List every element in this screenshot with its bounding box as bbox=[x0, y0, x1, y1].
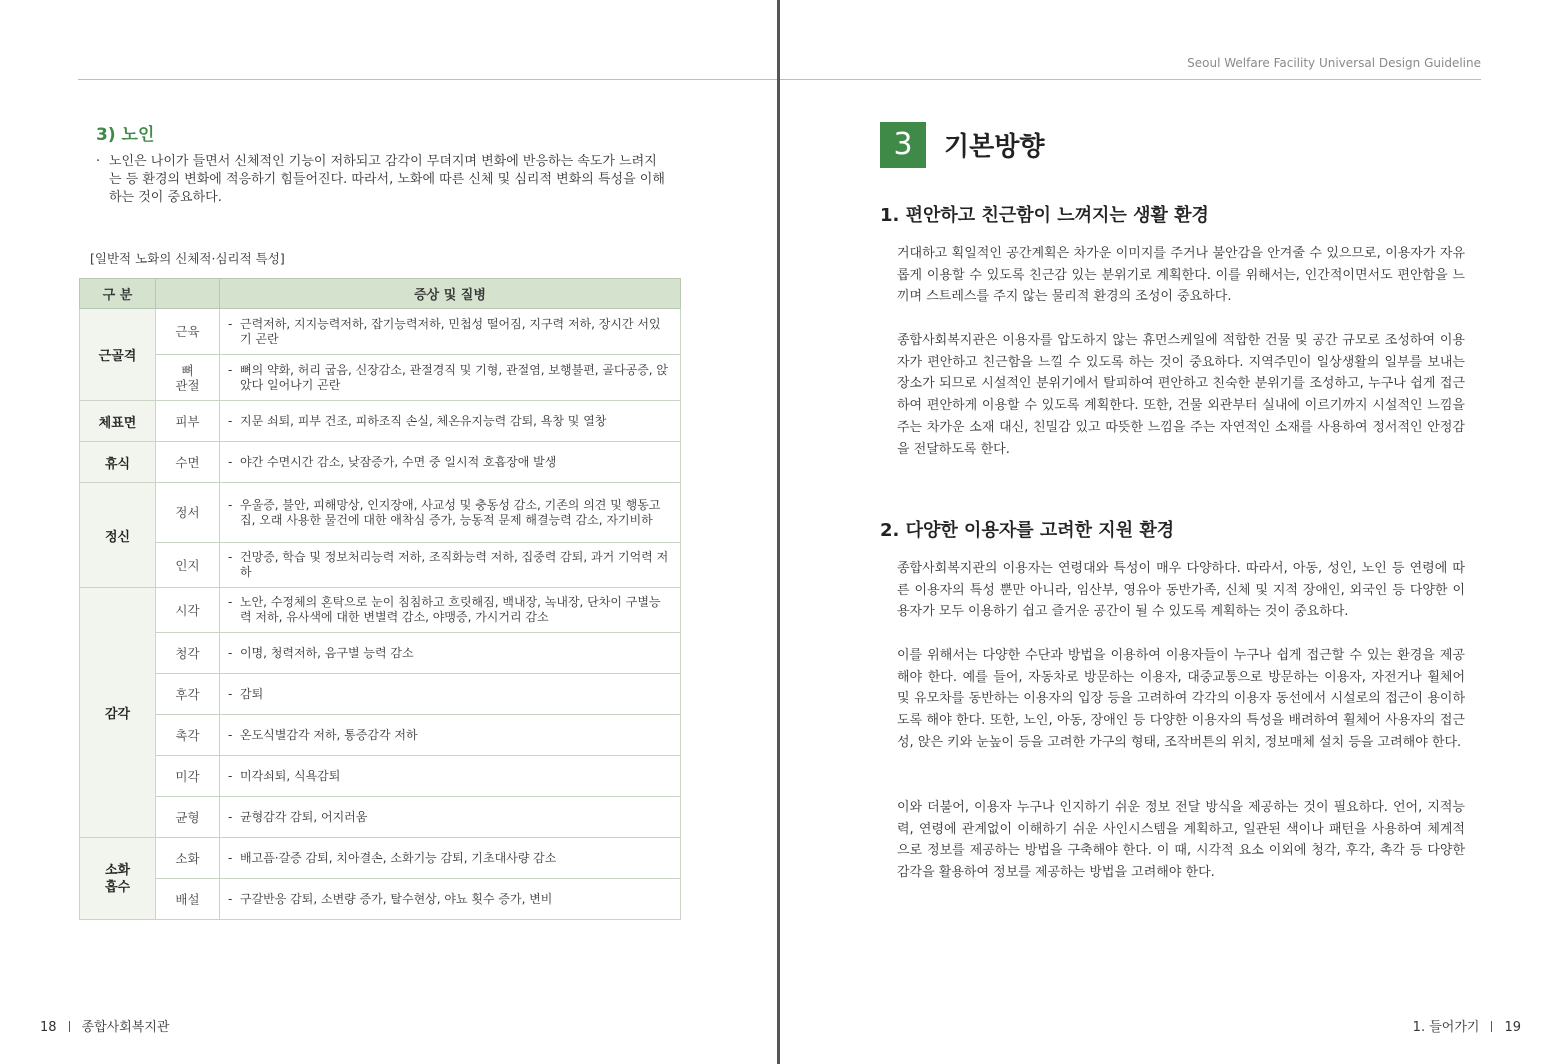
symptom-text: - 감퇴 bbox=[228, 687, 670, 702]
subcategory-cell: 미각 bbox=[156, 756, 220, 797]
subcategory-cell bbox=[156, 355, 220, 401]
symptom-text: - 온도식별감각 저하, 통증감각 저하 bbox=[228, 728, 670, 743]
header-rule-left bbox=[78, 79, 777, 80]
folio-title-right: 1. 들어가기 bbox=[1412, 1020, 1480, 1035]
header-rule-right bbox=[780, 79, 1481, 80]
body-paragraph: 거대하고 획일적인 공간계획은 차가운 이미지를 주거나 불안감을 안겨줄 수 있으므로, 이용자가 자유롭게 이용할 수 있도록 친근감 있는 분위기로 계획한다. 이를 위해서는, 인간적이면서도 편안함을 느끼며 스트레스를 주지 않는 물리적 환경의 조성이 중요하다. bbox=[897, 246, 1465, 305]
subcategory-cell: 수면 bbox=[156, 442, 220, 483]
folio-left bbox=[40, 1016, 169, 1035]
folio-divider bbox=[69, 1021, 70, 1032]
table-row bbox=[80, 838, 681, 879]
table-row bbox=[80, 442, 681, 483]
category-cell: 휴식 bbox=[80, 442, 156, 483]
table-header-row bbox=[80, 279, 681, 309]
symptom-text: - 이명, 청력저하, 음구별 능력 감소 bbox=[228, 646, 670, 661]
intro-text: 노인은 나이가 들면서 신체적인 기능이 저하되고 감각이 무뎌지며 변화에 반응하는 속도가 느려지는 등 환경의 변화에 적응하기 힘들어진다. 따라서, 노화에 따른 신체 및 심리적 변화의 특성을 이해하는 것이 중요하다. bbox=[109, 154, 665, 205]
subsection-heading: 1. 편안하고 친근함이 느껴지는 생활 환경 bbox=[880, 205, 1209, 226]
intro-paragraph bbox=[96, 153, 668, 207]
folio-right bbox=[1413, 1016, 1521, 1035]
subcategory-cell: 청각 bbox=[156, 633, 220, 674]
table-row bbox=[80, 483, 681, 543]
table-row bbox=[80, 879, 681, 920]
symptom-cell bbox=[220, 588, 681, 633]
subcategory-cell: 후각 bbox=[156, 674, 220, 715]
header-category: 구 분 bbox=[80, 279, 156, 309]
table-row bbox=[80, 797, 681, 838]
symptom-text: - 건망증, 학습 및 정보처리능력 저하, 조직화능력 저하, 집중력 감퇴, 과거 기억력 저하 bbox=[228, 550, 670, 580]
symptom-text: - 야간 수면시간 감소, 낮잠증가, 수면 중 일시적 호흡장애 발생 bbox=[228, 455, 670, 470]
table-row bbox=[80, 715, 681, 756]
folio-title-left: 종합사회복지관 bbox=[81, 1020, 170, 1035]
subcategory-cell: 인지 bbox=[156, 543, 220, 588]
aging-characteristics-table bbox=[79, 278, 681, 920]
subcategory-cell: 소화 bbox=[156, 838, 220, 879]
symptom-text: - 우울증, 불안, 피해망상, 인지장애, 사교성 및 충동성 감소, 기존의 의견 및 행동고집, 오래 사용한 물건에 대한 애착심 증가, 능동적 문제 해결능력 감소, 자기비하 bbox=[228, 498, 670, 528]
body-paragraph: 종합사회복지관은 이용자를 압도하지 않는 휴먼스케일에 적합한 건물 및 공간 규모로 조성하여 이용자가 편안하고 친근함을 느낄 수 있도록 하는 것이 중요하다. 지역주민이 일상생활의 일부를 보내는 장소가 되므로 시설적인 분위기에서 탈피하여 편안하고 친숙한 분위기를 조성하고, 누구나 쉽게 접근하여 편안하게 이용할 수 있도록 계획한다. 또한, 건물 외관부터 실내에 이르기까지 시설적인 느낌을 주는 차가운 소재 대신, 친밀감 있고 따뜻한 느낌을 주는 자연적인 소재를 사용하여 정서적인 안정감을 전달하도록 한다. bbox=[897, 333, 1465, 457]
subcategory-cell: 피부 bbox=[156, 401, 220, 442]
symptom-cell bbox=[220, 483, 681, 543]
table-caption: [일반적 노화의 신체적·심리적 특성] bbox=[90, 251, 285, 266]
symptom-text: - 근력저하, 지지능력저하, 잡기능력저하, 민첩성 떨어짐, 지구력 저하, 장시간 서있기 곤란 bbox=[228, 317, 670, 347]
table-row bbox=[80, 543, 681, 588]
running-head: Seoul Welfare Facility Universal Design Guideline bbox=[1187, 56, 1481, 70]
category-text: 소화 흡수 bbox=[104, 862, 131, 895]
symptom-text: - 배고픔·갈증 감퇴, 치아결손, 소화기능 감퇴, 기초대사량 감소 bbox=[228, 851, 670, 866]
category-cell: 체표면 bbox=[80, 401, 156, 442]
symptom-text: - 지문 쇠퇴, 피부 건조, 피하조직 손실, 체온유지능력 감퇴, 욕창 및 열창 bbox=[228, 414, 670, 429]
page-number-right: 19 bbox=[1504, 1020, 1521, 1035]
body-paragraph: 종합사회복지관의 이용자는 연령대와 특성이 매우 다양하다. 따라서, 아동, 성인, 노인 등 연령에 따른 이용자의 특성 뿐만 아니라, 임산부, 영유아 동반가족, 신체 및 지적 장애인, 외국인 등 다양한 이용자가 모두 이용하기 쉽고 즐거운 공간이 될 수 있도록 계획하는 것이 중요하다. bbox=[897, 561, 1465, 620]
intro-bullet: · bbox=[96, 154, 101, 169]
body-paragraph: 이와 더불어, 이용자 누구나 인지하기 쉬운 정보 전달 방식을 제공하는 것이 필요하다. 언어, 지적능력, 연령에 관계없이 이해하기 쉬운 사인시스템을 계획하고, 일관된 색이나 패턴을 사용하여 체계적으로 정보를 제공하는 방법을 구축해야 한다. 이 때, 시각적 요소 이외에 청각, 후각, 촉각 등 다양한 감각을 활용하여 정보를 제공하는 방법을 고려해야 한다. bbox=[897, 800, 1465, 881]
symptom-cell bbox=[220, 355, 681, 401]
table-row bbox=[80, 588, 681, 633]
symptom-cell bbox=[220, 879, 681, 920]
subcategory-cell: 근육 bbox=[156, 309, 220, 355]
folio-divider bbox=[1491, 1021, 1492, 1032]
symptom-text: - 노안, 수정체의 혼탁으로 눈이 침침하고 흐릿해짐, 백내장, 녹내장, 단차이 구별능력 저하, 유사색에 대한 변별력 감소, 야맹증, 가시거리 감소 bbox=[228, 595, 670, 625]
header-symptoms: 증상 및 질병 bbox=[220, 279, 681, 309]
category-cell bbox=[80, 838, 156, 920]
table-row bbox=[80, 756, 681, 797]
body-paragraph: 이를 위해서는 다양한 수단과 방법을 이용하여 이용자들이 누구나 쉽게 접근할 수 있는 환경을 제공해야 한다. 예를 들어, 자동차로 방문하는 이용자, 대중교통으로 방문하는 이용자, 자전거나 휠체어 및 유모차를 동반하는 이용자의 입장 등을 고려하여 각각의 이용자 동선에서 시설로의 접근이 용이하도록 해야 한다. 또한, 노인, 아동, 장애인 등 다양한 이용자의 특성을 배려하여 휠체어 사용자의 접근성, 앉은 키와 눈높이 등을 고려한 가구의 형태, 조작버튼의 위치, 정보매체 설치 등을 고려해야 한다. bbox=[897, 648, 1465, 750]
subcategory-cell: 시각 bbox=[156, 588, 220, 633]
category-cell: 정신 bbox=[80, 483, 156, 588]
header-sub bbox=[156, 279, 220, 309]
symptom-cell bbox=[220, 674, 681, 715]
symptom-cell bbox=[220, 309, 681, 355]
subcategory-cell: 균형 bbox=[156, 797, 220, 838]
chapter-number-box: 3 bbox=[880, 122, 926, 168]
section-heading: 3) 노인 bbox=[96, 125, 155, 145]
table-row bbox=[80, 401, 681, 442]
symptom-text: - 뼈의 약화, 허리 굽음, 신장감소, 관절경직 및 기형, 관절염, 보행불편, 골다공증, 앉았다 일어나기 곤란 bbox=[228, 363, 670, 393]
table-row bbox=[80, 674, 681, 715]
symptom-cell bbox=[220, 633, 681, 674]
table-row bbox=[80, 309, 681, 355]
subcategory-cell: 배설 bbox=[156, 879, 220, 920]
symptom-cell bbox=[220, 543, 681, 588]
symptom-cell bbox=[220, 442, 681, 483]
table-row bbox=[80, 633, 681, 674]
symptom-cell bbox=[220, 715, 681, 756]
symptom-text: - 균형감각 감퇴, 어지러움 bbox=[228, 810, 670, 825]
symptom-cell bbox=[220, 756, 681, 797]
subsection-heading: 2. 다양한 이용자를 고려한 지원 환경 bbox=[880, 520, 1175, 541]
symptom-cell bbox=[220, 797, 681, 838]
category-cell: 근골격 bbox=[80, 309, 156, 401]
category-cell: 감각 bbox=[80, 588, 156, 838]
chapter-title: 기본방향 bbox=[944, 132, 1045, 162]
book-spine bbox=[777, 0, 780, 1064]
subcategory-text: 뼈 관절 bbox=[175, 362, 200, 393]
symptom-cell bbox=[220, 401, 681, 442]
subcategory-cell: 촉각 bbox=[156, 715, 220, 756]
subcategory-cell: 정서 bbox=[156, 483, 220, 543]
symptom-cell bbox=[220, 838, 681, 879]
page-number-left: 18 bbox=[40, 1020, 57, 1035]
symptom-text: - 구갈반응 감퇴, 소변량 증가, 탈수현상, 야뇨 횟수 증가, 변비 bbox=[228, 892, 670, 907]
table-row bbox=[80, 355, 681, 401]
symptom-text: - 미각쇠퇴, 식욕감퇴 bbox=[228, 769, 670, 784]
